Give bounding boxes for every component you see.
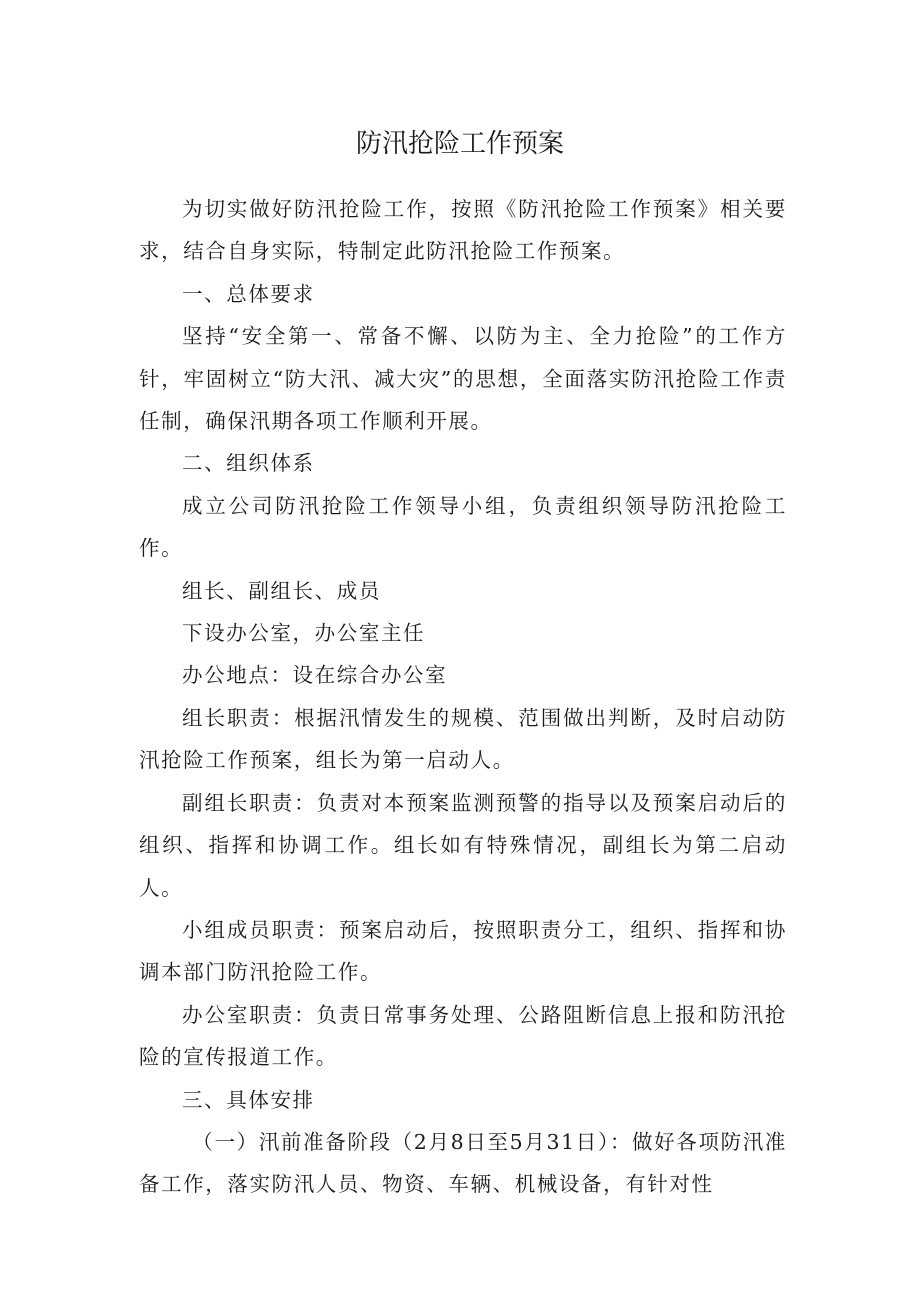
section-heading-arrangements: 三、具体安排 <box>182 1087 315 1112</box>
deputy-leader-duties-paragraph: 副组长职责：负责对本预案监测预警的指导以及预案启动后的组织、指挥和协调工作。组长如有特殊情况，副组长为第二启动人。 <box>139 790 787 900</box>
member-duties-paragraph: 小组成员职责：预案启动后，按照职责分工，组织、指挥和协调本部门防汛抢险工作。 <box>139 917 787 985</box>
pre-flood-stage-paragraph: （一）汛前准备阶段（2月8日至5月31日）：做好各项防汛准备工作，落实防汛人员、物资、车辆、机械设备，有针对性 <box>139 1129 787 1197</box>
organization-paragraph: 成立公司防汛抢险工作领导小组，负责组织领导防汛抢险工作。 <box>139 493 787 561</box>
office-duties-paragraph: 办公室职责：负责日常事务处理、公路阻断信息上报和防汛抢险的宣传报道工作。 <box>139 1002 787 1070</box>
section-heading-organization: 二、组织体系 <box>182 451 315 476</box>
office-location-line: 办公地点：设在综合办公室 <box>182 663 448 688</box>
office-line: 下设办公室，办公室主任 <box>182 621 426 646</box>
section-heading-general-requirements: 一、总体要求 <box>182 281 315 306</box>
general-requirements-paragraph: 坚持“安全第一、常备不懈、以防为主、全力抢险”的工作方针，牢固树立“防大汛、减大灾”的思想，全面落实防汛抢险工作责任制，确保汛期各项工作顺利开展。 <box>139 324 787 434</box>
document-title: 防汛抢险工作预案 <box>355 129 564 159</box>
leader-duties-paragraph: 组长职责：根据汛情发生的规模、范围做出判断，及时启动防汛抢险工作预案，组长为第一启动人。 <box>139 705 787 773</box>
document-body <box>139 188 787 1206</box>
intro-paragraph: 为切实做好防汛抢险工作，按照《防汛抢险工作预案》相关要求，结合自身实际，特制定此防汛抢险工作预案。 <box>139 197 787 264</box>
members-line: 组长、副组长、成员 <box>182 578 381 603</box>
